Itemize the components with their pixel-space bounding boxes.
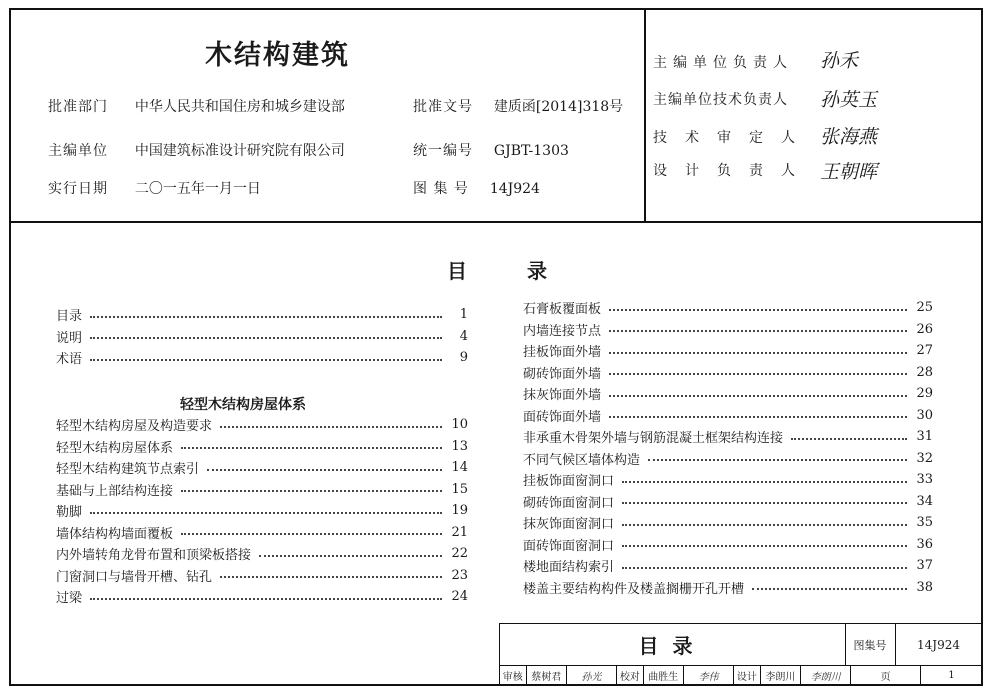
role-editor-head: 主编单位负责人 xyxy=(653,55,793,71)
toc-entry-label: 砌砖饰面窗洞口 xyxy=(523,495,615,511)
toc-leader-dots xyxy=(752,588,907,590)
toc-leader-dots xyxy=(609,309,907,311)
toc-entry-page: 10 xyxy=(451,417,468,433)
toc-entry-label: 面砖饰面窗洞口 xyxy=(523,538,615,554)
toc-left-section xyxy=(56,414,468,608)
toc-section-heading: 轻型木结构房屋体系 xyxy=(180,397,306,413)
toc-entry-page: 37 xyxy=(916,558,933,574)
toc-entry-page: 14 xyxy=(451,460,468,476)
toc-entry[interactable] xyxy=(56,522,468,544)
info-key: 图 集 号 xyxy=(413,181,469,197)
toc-entry[interactable] xyxy=(56,500,468,522)
toc-entry[interactable] xyxy=(56,457,468,479)
toc-entry[interactable] xyxy=(56,414,468,436)
toc-entry-page: 27 xyxy=(916,343,933,359)
info-value: 建质函[2014]318号 xyxy=(493,99,624,115)
toc-leader-dots xyxy=(622,481,907,483)
toc-entry-page: 15 xyxy=(451,481,468,497)
role-reviewer: 技术审定人 xyxy=(653,130,813,146)
info-value: GJBT-1303 xyxy=(493,143,569,159)
toc-entry[interactable] xyxy=(56,326,468,348)
toc-entry-page: 1 xyxy=(459,307,468,323)
toc-entry-label: 挂板饰面外墙 xyxy=(523,345,602,361)
toc-entry-label: 非承重木骨架外墙与钢筋混凝土框架结构连接 xyxy=(523,431,784,447)
info-key: 统一编号 xyxy=(413,143,473,159)
toc-entry-label: 面砖饰面外墙 xyxy=(523,409,602,425)
title-block-cell: 李朗川 xyxy=(801,665,851,685)
title-block-signatures xyxy=(500,665,983,685)
title-block-atlas-no: 14J924 xyxy=(917,637,960,652)
toc-leader-dots xyxy=(609,373,907,375)
toc-entry-label: 抹灰饰面窗洞口 xyxy=(523,517,615,533)
toc-entry-page: 33 xyxy=(916,472,933,488)
info-approval-no xyxy=(413,96,623,116)
toc-title-a: 目 xyxy=(447,259,467,283)
info-row-editor xyxy=(48,140,345,160)
signature-image: 孙禾 xyxy=(820,50,859,72)
toc-entry-label: 轻型木结构房屋及构造要求 xyxy=(56,419,213,435)
title-block-cell: 1 xyxy=(921,665,983,685)
toc-leader-dots xyxy=(622,502,907,504)
role-designer: 设计负责人 xyxy=(653,163,813,179)
toc-entry[interactable] xyxy=(523,297,933,319)
toc-entry-page: 4 xyxy=(459,328,468,344)
title-block-cell: 校对 xyxy=(617,665,644,685)
toc-entry-page: 34 xyxy=(916,493,933,509)
toc-entry-page: 23 xyxy=(451,567,468,583)
toc-entry-label: 楼地面结构索引 xyxy=(523,560,615,576)
info-key: 主编单位 xyxy=(48,143,108,159)
info-value: 中华人民共和国住房和城乡建设部 xyxy=(134,99,345,115)
info-row-date xyxy=(48,178,261,198)
toc-leader-dots xyxy=(791,438,907,440)
title-block-name: 目录 xyxy=(500,624,846,665)
toc-leader-dots xyxy=(220,426,442,428)
role-tech-head: 主编单位技术负责人 xyxy=(653,92,788,108)
toc-left-top xyxy=(56,304,468,369)
info-row-approval xyxy=(48,96,345,116)
toc-entry[interactable] xyxy=(523,512,933,534)
toc-entry[interactable] xyxy=(523,383,933,405)
header-vertical-divider xyxy=(644,8,646,222)
toc-entry-label: 说明 xyxy=(56,330,83,346)
toc-entry-label: 轻型木结构房屋体系 xyxy=(56,440,174,456)
toc-entry-page: 25 xyxy=(916,300,933,316)
toc-entry-page: 38 xyxy=(916,579,933,595)
toc-entry-label: 挂板饰面窗洞口 xyxy=(523,474,615,490)
toc-entry-label: 过梁 xyxy=(56,591,83,607)
title-block xyxy=(499,623,983,686)
info-key: 实行日期 xyxy=(48,181,108,197)
title-block-cell: 审核 xyxy=(500,665,527,685)
toc-entry-label: 基础与上部结构连接 xyxy=(56,483,174,499)
toc-leader-dots xyxy=(220,576,442,578)
toc-entry[interactable] xyxy=(56,565,468,587)
toc-entry-label: 术语 xyxy=(56,352,83,368)
title-block-top xyxy=(500,624,983,666)
title-block-cell: 李朗川 xyxy=(761,665,801,685)
toc-title-b: 录 xyxy=(527,259,547,283)
toc-entry-label: 内墙连接节点 xyxy=(523,323,602,339)
toc-entry-label: 门窗洞口与墙骨开槽、钻孔 xyxy=(56,569,213,585)
toc-entry-label: 勒脚 xyxy=(56,505,83,521)
toc-entry-label: 抹灰饰面外墙 xyxy=(523,388,602,404)
toc-entry-label: 目录 xyxy=(56,309,83,325)
toc-entry[interactable] xyxy=(523,340,933,362)
toc-entry[interactable] xyxy=(523,319,933,341)
info-key: 批准文号 xyxy=(413,99,473,115)
toc-entry-page: 36 xyxy=(916,536,933,552)
toc-leader-dots xyxy=(207,469,442,471)
atlas-title: 木结构建筑 xyxy=(205,40,350,71)
info-atlas-no xyxy=(413,178,540,198)
toc-leader-dots xyxy=(90,512,442,514)
toc-entry[interactable] xyxy=(523,534,933,556)
header-divider xyxy=(9,221,983,223)
info-value: 中国建筑标准设计研究院有限公司 xyxy=(134,143,345,159)
toc-entry-label: 不同气候区墙体构造 xyxy=(523,452,641,468)
toc-entry[interactable] xyxy=(56,543,468,565)
signature-image: 王朝晖 xyxy=(820,161,878,183)
toc-entry[interactable] xyxy=(523,555,933,577)
info-unified-no xyxy=(413,140,569,160)
toc-leader-dots xyxy=(609,330,907,332)
toc-entry-page: 19 xyxy=(451,503,468,519)
title-block-cell: 蔡树君 xyxy=(527,665,567,685)
toc-entry-page: 30 xyxy=(916,407,933,423)
toc-entry[interactable] xyxy=(523,491,933,513)
toc-entry[interactable] xyxy=(56,436,468,458)
toc-entry-page: 31 xyxy=(916,429,933,445)
toc-entry-page: 28 xyxy=(916,364,933,380)
toc-entry-label: 内外墙转角龙骨布置和顶梁板搭接 xyxy=(56,548,252,564)
toc-entry-page: 26 xyxy=(916,321,933,337)
toc-entry[interactable] xyxy=(523,426,933,448)
toc-leader-dots xyxy=(648,459,907,461)
info-key: 批准部门 xyxy=(48,99,108,115)
toc-entry[interactable] xyxy=(56,304,468,326)
toc-entry[interactable] xyxy=(56,347,468,369)
toc-entry-label: 砌砖饰面外墙 xyxy=(523,366,602,382)
info-value: 14J924 xyxy=(489,181,540,197)
toc-entry-label: 墙体结构构墙面覆板 xyxy=(56,526,174,542)
toc-entry[interactable] xyxy=(523,577,933,599)
toc-right xyxy=(523,297,933,598)
toc-entry-page: 13 xyxy=(451,438,468,454)
title-block-cell: 李伟 xyxy=(684,665,734,685)
toc-entry-label: 轻型木结构建筑节点索引 xyxy=(56,462,200,478)
toc-entry-label: 楼盖主要结构构件及楼盖搁栅开孔开槽 xyxy=(523,581,745,597)
toc-entry-page: 32 xyxy=(916,450,933,466)
toc-leader-dots xyxy=(181,490,442,492)
toc-leader-dots xyxy=(90,359,442,361)
toc-entry[interactable] xyxy=(56,586,468,608)
toc-entry[interactable] xyxy=(56,479,468,501)
signature-image: 张海燕 xyxy=(820,126,878,148)
toc-entry[interactable] xyxy=(523,405,933,427)
toc-leader-dots xyxy=(609,416,907,418)
title-block-cell: 曲胜生 xyxy=(644,665,684,685)
toc-entry[interactable] xyxy=(523,469,933,491)
toc-entry-page: 29 xyxy=(916,386,933,402)
title-block-cell: 页 xyxy=(851,665,921,685)
signature-image: 孙英玉 xyxy=(820,89,878,111)
info-value: 二〇一五年一月一日 xyxy=(134,181,261,197)
toc-entry[interactable] xyxy=(523,448,933,470)
title-block-atlas-label: 图集号 xyxy=(845,624,896,665)
toc-leader-dots xyxy=(90,316,442,318)
toc-entry-page: 22 xyxy=(451,546,468,562)
toc-entry[interactable] xyxy=(523,362,933,384)
title-block-cell: 孙光 xyxy=(567,665,617,685)
title-block-cell: 设计 xyxy=(734,665,761,685)
toc-leader-dots xyxy=(181,533,442,535)
toc-entry-page: 21 xyxy=(451,524,468,540)
toc-leader-dots xyxy=(90,337,442,339)
toc-leader-dots xyxy=(609,352,907,354)
toc-entry-page: 24 xyxy=(451,589,468,605)
toc-entry-page: 9 xyxy=(459,350,468,366)
toc-leader-dots xyxy=(259,555,442,557)
toc-leader-dots xyxy=(622,567,907,569)
toc-leader-dots xyxy=(181,447,442,449)
toc-leader-dots xyxy=(622,524,907,526)
toc-entry-label: 石膏板覆面板 xyxy=(523,302,602,318)
toc-entry-page: 35 xyxy=(916,515,933,531)
toc-leader-dots xyxy=(90,598,442,600)
toc-leader-dots xyxy=(622,545,907,547)
toc-leader-dots xyxy=(609,395,907,397)
